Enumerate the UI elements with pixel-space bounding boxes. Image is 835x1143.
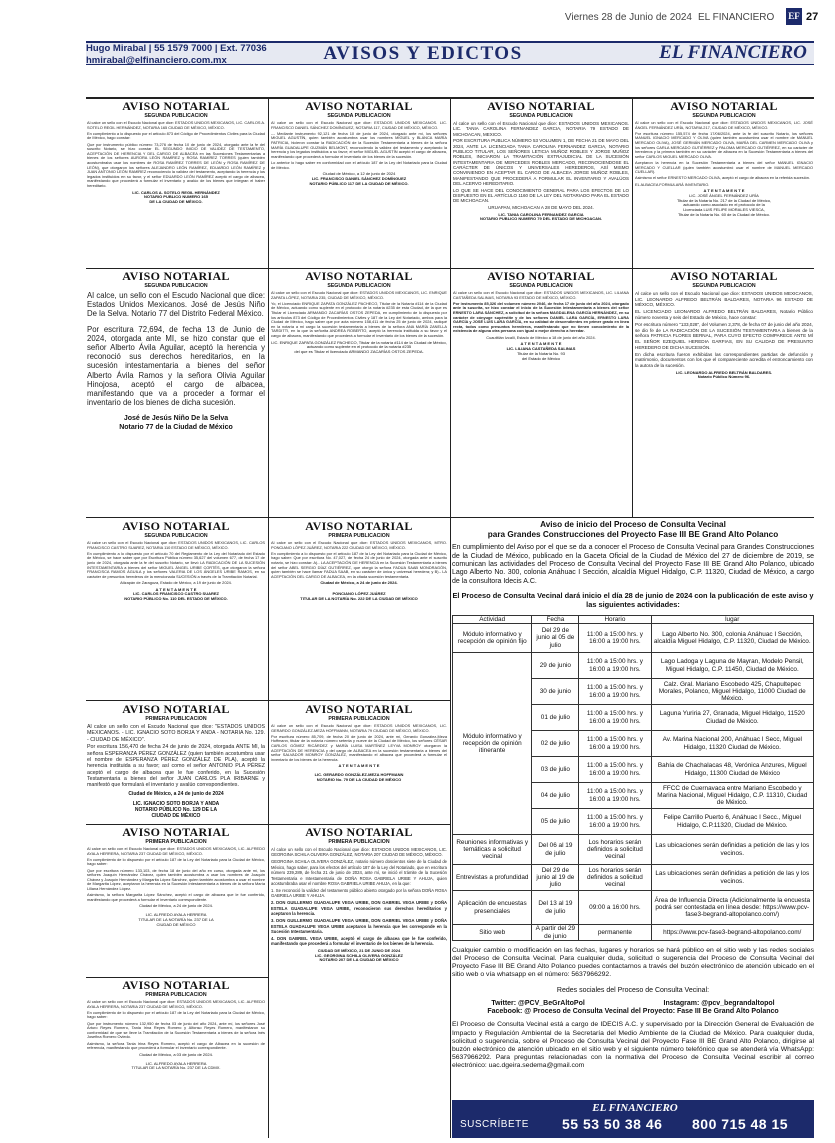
ad-phone-1[interactable]: 55 53 50 38 46 bbox=[562, 1116, 663, 1132]
consulta-changes-paragraph: Cualquier cambio o modificación en las fechas, lugares y horarios se hará público en el sitio web y las redes sociales del Proceso de Consulta Vecinal. Para cualquier duda, solicitud o sugerencia del Proceso de Consulta Vecinal del Proyecto Fase III BE Grand Alto Polanco puedes contactarnos a través del buzón electrónico de atención ubicado en el sitio web o vía whatsapp en el número: 5637966292. bbox=[452, 947, 814, 979]
table-header-row bbox=[453, 615, 814, 623]
notice-13 bbox=[86, 826, 266, 976]
notice-signature: LIC. ALFREDO AYALA HERRERA bbox=[145, 912, 207, 918]
subscription-ad[interactable] bbox=[452, 1100, 814, 1138]
notice-2 bbox=[270, 100, 448, 268]
notice-paragraph: En cumplimiento a lo dispuesto por el artículo 873 del Código de Procedimientos Civiles para la Ciudad de México, hago constar: bbox=[87, 130, 265, 141]
consulta-vecinal bbox=[452, 520, 814, 1095]
table-row bbox=[453, 865, 814, 891]
notice-paragraph: Asimismo, la señora Tania Irina Reyes Romero, aceptó el cargo de Albacea en la sucesión de referencia, manifestando que procederá a formular el inventario correspondiente. bbox=[87, 1040, 265, 1051]
page-number: 27 bbox=[806, 11, 819, 23]
notice-title: AVISO NOTARIAL bbox=[487, 270, 595, 283]
notice-title: AVISO NOTARIAL bbox=[670, 270, 778, 283]
notice-paragraph: Yo, el Licenciado ENRIQUE ZAPATA GONZÁLEZ PACHECO, Titular de la Notaría #114 de la Ciudad de México, actuando como suplente en el protocolo de la notaría #235 de esta Ciudad, de la que es Titular el Licenciado ARMANDO ZACARÍAS OSTOS ZEPEDA, en cumplimiento de lo dispuesto por los artículos 873 del Código de Procedimientos Civiles y 187 de la Ley del Notariado, ambos para la Ciudad de México, hago saber que por acta número 158,411 de fecha 25 de junio de 2024, radiqué en la notaría a mi cargo la sucesión testamentaria a bienes de la señora ANA MARÍA ZANELLA TARDITTI, en la que la señorita ANDREA ROBERTO, aceptó la herencia instituida a su favor y el cargo de albacea, manifestando que procederá a formular el inventario de los bienes de la sucesión. bbox=[271, 300, 447, 338]
notice-3 bbox=[452, 100, 630, 268]
table-cell: Módulo informativo y recepción de opinión fijo bbox=[453, 624, 532, 653]
notice-11 bbox=[86, 703, 266, 823]
notice-signature: TITULAR DE LA NOTARÍA No. 237 DE LA bbox=[138, 916, 214, 922]
notice-place-date: Ciudad de México, a 24 de junio de 2024. bbox=[139, 903, 213, 909]
notice-paragraph: En cumplimiento a lo dispuesto por el artículo 70 del Reglamento de la Ley del Notariado del Estado de México, se hace saber que por Escritura Pública número 35,627 del volumen 677, de fecha 17 de junio de 2024, otorgada ante la fe del suscrito Notario, se llevó LA RADICACIÓN DE LA SUCESIÓN INTESTAMENTARIA a bienes del señor MIGUEL ÁNGEL URIBE CORTÉS, que otorgaron la señora FRANCISCA RAMOS ÁGUILA y los señores VALERIA DE LOS ÁNGELES URIBE RAMOS, en su carácter de presuntos herederos de la mencionada SUCESIÓN a través de la Tramitación Notarial. bbox=[87, 550, 265, 579]
table-cell: 30 de junio bbox=[532, 679, 579, 705]
notice-paragraph: 1. Se reconoció la validez del testamento público abierto otorgado por la señora DOÑA ROSA GABRIELA URIBE Y AHUJA. bbox=[271, 888, 447, 899]
instagram-handle[interactable]: Instagram: @pcv_begrandaltopol bbox=[663, 1000, 775, 1008]
notice-subtitle: SEGUNDA PUBLICACION bbox=[144, 113, 208, 119]
notice-paragraph: Al calce un sello con el Escudo Nacional que dice: ESTADOS UNIDOS MEXICANOS, LIC. GEORGINA SCHILA OLIVERA GONZÁLEZ, NOTARIA 207 CIUDAD DE MÉXICO, MÉXICO. bbox=[271, 847, 447, 858]
notice-paragraph: En cumplimiento de lo dispuesto por el artículo 187 de la Ley del Notariado para la Ciudad de México, hago saber: bbox=[87, 856, 265, 867]
column-header: Actividad bbox=[453, 615, 532, 623]
notice-title: AVISO NOTARIAL bbox=[122, 100, 230, 113]
consulta-closing-paragraph: El Proceso de Consulta Vecinal está a cargo de IDECIS A.C. y supervisado por la Dirección General de Evaluación de Impacto y Regulación Ambiental de la Secretaría del Medio Ambiente de la Ciudad de México. Para cualquier duda, solicitud o sugerencia, sobre el Proceso de Consulta Vecinal del Proyecto Fase III BE Grand Alto Polanco, dirigirse al buzón electrónico de atención ubicado en el sitio web y el siguiente número telefónico que se atenderá vía WhatsApp: 5637966292. Para preguntas relacionadas con la normativa del Proceso de Consulta Vecinal escribir al correo electrónico: uac.dgeira.sedema@gmail.com bbox=[452, 1021, 814, 1069]
notice-signature: LIC. LILIANA CASTAÑEDA SALINAS bbox=[506, 345, 576, 351]
table-cell: Las ubicaciones serán definidas a petición de las y los vecinos. bbox=[651, 865, 813, 891]
table-cell: 03 de julio bbox=[532, 757, 579, 783]
notice-title: AVISO NOTARIAL bbox=[305, 703, 413, 716]
table-cell: Del 29 de junio al 05 de julio bbox=[532, 624, 579, 653]
notice-subtitle: SEGUNDA PUBLICACION bbox=[144, 283, 208, 289]
notice-signature: NOTARIO PUBLICO NUMERO 165 bbox=[144, 194, 208, 200]
notice-signature: del que es Titular el licenciado ARMANDO ZACARÍAS OSTOS ZEPEDA. bbox=[294, 349, 424, 355]
table-cell: 11:00 a 15:00 hrs. y 16:00 a 19:00 hrs. bbox=[579, 809, 651, 835]
notice-signature: LIC. LEONARDO ALFREDO BELTRÁN BALDARES. bbox=[675, 369, 773, 375]
notice-signature: LIC. ALFREDO AYALA HERRERA bbox=[145, 1060, 207, 1066]
notice-paragraph: 2. DON GUILLERMO GUADALUPE VEGA URIBE, DON GABRIEL VEGA URIBE y DOÑA ESTELA GUADALUPE VEGA URIBE, reconocieron sus derechos hereditarios y aceptaron la herencia. bbox=[271, 900, 447, 917]
website-link[interactable]: https://www.pcv-fase3-begrand-altopolanco.com/ bbox=[651, 925, 813, 941]
table-cell: 04 de julio bbox=[532, 783, 579, 809]
notice-6 bbox=[270, 270, 448, 516]
notice-paragraph: Al calce un sello con el Escudo Nacional que dice: ESTADOS UNIDOS MEXICANOS, LIC. JOSÉ ÁNGEL FERNÁNDEZ URÍA, NOTARIA 217, CIUDAD DE MÉXICO, MÉXICO. bbox=[635, 120, 813, 130]
table-row bbox=[453, 653, 814, 679]
notice-paragraph: POR ESCRITURA PUBLICA NÚMERO 53 VOLUMEN 1, DE FECHA 21 DE MAYO DEL 2024, ANTE LA LICENCIADA TANIA CAROLINA FERNANDEZ GARCIA, NOTARIO PUBLICO TITULAR, LOS SEÑORES LETICIA MUÑOZ ROBLES Y JORGE MUÑOZ ROBLES, INICIARON LA TRAMITACIÓN EXTRAJUDICIAL DE LA SUCESIÓN INTESTAMENTARIA DE MERCEDES ROBLES MERCADO, RECONOCIENDOSE EL CARÁCTER DE ÚNICOS Y UNIVERSALES HEREDEROS, ASÍ MISMO CONVINIENDO EN ACEPTAR EL CARGO DE ALBACEA JORGE MUÑOZ ROBLES, MANIFESTANDO QUE PROCEDERÁ A FORMULAR EL INVENTARIO Y AVALÚOS DEL ACERVO HEREDITARIO. bbox=[453, 138, 629, 186]
consulta-title-line: Aviso de inicio del Proceso de Consulta Vecinal bbox=[540, 520, 726, 529]
notice-signature: LIC. GEORGINA SCHILA OLIVERA GONZÁLEZ bbox=[315, 952, 403, 958]
table-cell: 01 de julio bbox=[532, 705, 579, 731]
consulta-start: El Proceso de Consulta Vecinal dará inicio el día 28 de junio de 2024 con la publicación de este aviso y las siguientes actividades: bbox=[452, 591, 814, 610]
notice-subtitle: PRIMERA PUBLICACION bbox=[328, 839, 390, 845]
notice-subtitle: SEGUNDA PUBLICACION bbox=[327, 113, 391, 119]
notice-1 bbox=[86, 100, 266, 268]
notice-signature: DE LA CIUDAD DE MÉXICO. bbox=[149, 199, 203, 205]
table-cell: 29 de junio bbox=[532, 653, 579, 679]
notice-signature: LIC. FRANCISCO DANIEL SÁNCHEZ DOMÍNGUEZ bbox=[311, 175, 407, 181]
section-title: AVISOS Y EDICTOS bbox=[323, 43, 523, 64]
table-row bbox=[453, 925, 814, 941]
notice-title: AVISO NOTARIAL bbox=[305, 270, 413, 283]
table-cell: 11:00 a 15:00 hrs. y 16:00 a 19:00 hrs. bbox=[579, 783, 651, 809]
twitter-handle[interactable]: Twitter: @PCV_BeGrAltoPol bbox=[491, 1000, 585, 1008]
table-cell: 05 de julio bbox=[532, 809, 579, 835]
table-cell: Entrevistas a profundidad bbox=[453, 865, 532, 891]
notice-subtitle: SEGUNDA PUBLICACION bbox=[327, 283, 391, 289]
notice-subtitle: PRIMERA PUBLICACION bbox=[145, 716, 207, 722]
notice-title: AVISO NOTARIAL bbox=[305, 100, 413, 113]
notice-paragraph: Por escritura número 155,574 de fecha 17/06/2024, ante la fe del suscrito Notario, los señores MANUEL IGNACIO MERCADO Y OLIVA (quien también acostumbra usar el nombre de MANUEL MERCADO OLIVA), JOSÉ GERMÁN MERCADO OLIVA, MARÍA DEL CARMEN MERCADO OLIVA y los señores CARLA MERCADO GUTIÉRREZ y PALOMA MERCADO GUTIÉRREZ, en su carácter de herederos y la primera también en su carácter de albacea en la Sucesión Testamentaria a bienes del señor CARLOS MIGUEL MERCADO OLIVA. bbox=[635, 130, 813, 159]
notice-signature: TITULAR DE LA NOTARÍA No. 222 DE LA CIUDAD DE MÉXICO bbox=[300, 595, 418, 601]
notice-paragraph: Que por instrumento público número 73,276 de fecha 10 de junio de 2024, otorgado ante la fe del suscrito Notario, se hizo constar EL SEGUNDO INICIO DE VALIDEZ DE TESTAMENTO, ACEPTACIÓN DE HERENCIA Y DEL CARGO DE ALBACEA en las Sucesiones Testamentarias a bienes de los señores AURORA LEÓN RAMÍREZ y ROSA RAMÍREZ TORRES (quien también acostumbraba usar los nombres de ROSA RAMÍREZ TORRES DE LEÓN y ROSA RAMÍREZ DE LEÓN), que otorgaron los señores ALEJANDRO LEÓN RAMÍREZ, EDUARDO LEÓN RAMÍREZ y JUAN ANTONIO LEÓN RAMÍREZ reconociendo la validez del testamento, aceptando la herencia y los legados instituidos en su favor, y el señor EDUARDO LEÓN RAMÍREZ aceptó el cargo de albacea, manifestando que procederá a formular el inventario y avalúo de los bienes que integran el haber hereditario. bbox=[87, 141, 265, 188]
notice-paragraph: Por escritura 72,694, de fecha 13 de Junio de 2024, otorgada ante MI, se hizo constar que el señor Alberto Ávila Aguilar, aceptó la herencia y reconoció sus derechos hereditarios, en la sucesión intestamentaria a bienes del señor Alberto Ávila Ramos y la señora Olivia Aguilar Hinojosa, aceptó el cargo de albacea, manifestando que va a proceder a formar el inventario de los bienes de dicha sucesión. bbox=[87, 324, 265, 408]
notice-title: AVISO NOTARIAL bbox=[122, 520, 230, 533]
notice-signature: CIUDAD DE MÉXICO bbox=[156, 921, 196, 927]
table-cell-text: Módulo informativo y recepción de opinión itinerante bbox=[462, 732, 522, 755]
notice-paragraph: Al calce un sello con el Escudo Nacional que dice: ESTADOS UNIDOS MEXICANOS, MTRO. PONCIANO LÓPEZ JUÁREZ, NOTARIA 222 CIUDAD DE MÉXICO, MÉXICO. bbox=[271, 540, 447, 550]
notice-paragraph: --- Mediante instrumento 92,121 de fecha 10 de junio de 2024, otorgado ante mí, los señores MIGUEL AGUSTÍN, quien también acostumbra usar los nombres MIGUEL y BLANCA MARÍA PATRICIA, hicieron constar la RADICACIÓN de la Sucesión Testamentaria a bienes de la señora MARÍA GUADALUPE GUZMÁN BELMONT, reconociendo la validez del testamento y aceptando la herencia y los legados instituidos a su favor; el señor MIGUEL AGUSTÍN aceptó el cargo de albacea, manifestando que procederá a formular el inventario de los bienes de la sucesión. bbox=[271, 130, 447, 159]
ad-phone-2[interactable]: 800 715 48 15 bbox=[692, 1116, 789, 1132]
table-cell: Felipe Carrillo Puerto 6, Anáhuac I Secc., Miguel Hidalgo, C.P.11320, Ciudad de México. bbox=[651, 809, 813, 835]
contact-line-1: Hugo Mirabal | 55 1579 7000 | Ext. 77036 bbox=[86, 43, 267, 54]
notice-signature: Titular de la Notaría No. 93 bbox=[517, 350, 565, 356]
notice-title: AVISO NOTARIAL bbox=[122, 703, 230, 716]
notice-paragraph: En cumplimiento de lo dispuesto por el artículo 187 de la Ley del Notariado para la Ciudad de México, hago saber: bbox=[87, 1009, 265, 1020]
notice-paragraph: Al calce un sello con el Escudo Nacional que dice: ESTADOS UNIDOS MEXICANOS, LIC. CARLOS FRANCISCO CASTRO SUAREZ, NOTARIA 110 ESTADO DE MÉXICO, MÉXICO. bbox=[87, 540, 265, 550]
notice-signature: NOTARIO PÚBLICO No. 110 DEL ESTADO DE MÉXICO. bbox=[124, 596, 228, 602]
facebook-handle[interactable]: Facebook: @ Proceso de Consulta Vecinal del Proyecto: Fase III Be Grand Alto Polanco bbox=[487, 1008, 779, 1016]
notice-8 bbox=[634, 270, 814, 516]
consulta-intro: En cumplimiento del Aviso por el que se da a conocer el Proceso de Consulta Vecinal para Grandes Construcciones de la Ciudad de México, publicado en la Gaceta Oficial de la Ciudad de México del 27 de diciembre de 2019, se comunican las actividades del Proceso de Consulta Vecinal del Proyecto Fase III BE Grand Alto Polanco, ubicado Lago Alberto No. 300, colonia Anáhuac I Sección, alcaldía Miguel Hidalgo, C.P. 11320, Ciudad de México, a cargo de la consultora Idecis A.C. bbox=[452, 544, 814, 585]
notice-subtitle: SEGUNDA PUBLICACION bbox=[692, 113, 756, 119]
table-cell: 09:00 a 16:00 hrs. bbox=[579, 891, 651, 925]
table-cell: Laguna Yuriria 27, Granada, Miguel Hidalgo, 11520 Ciudad de México. bbox=[651, 705, 813, 731]
notice-place-date: CIUDAD DE MÉXICO, 21 DE JUNIO DE 2024 bbox=[317, 947, 401, 953]
table-cell: Las ubicaciones serán definidas a petición de las y los vecinos. bbox=[651, 835, 813, 865]
notice-paragraph: LO QUE SE HACE DEL CONOCIMIENTO GENERAL PARA LOS EFECTOS DE LO DISPUESTO EN EL ARTÍCULO 1160 DE LA LEY DEL NOTARIADO PARA EL ESTADO DE MICHOACAN. bbox=[453, 187, 629, 204]
notice-14 bbox=[270, 826, 448, 1138]
notice-paragraph: EL LICENCIADO LEONARDO ALFREDO BELTRÁN BALDARES, Notario Público número noventa y seis del Estado de México, hace constar: bbox=[635, 309, 813, 320]
notice-signature: A T E N T A M E N T E bbox=[520, 341, 562, 347]
table-cell: FFCC de Cuernavaca entre Mariano Escobedo y Marina Nacional, Miguel Hidalgo, C.P. 11310, Ciudad de México. bbox=[651, 783, 813, 809]
notice-signature: LIC. IGNACIO SOTO BORJA Y ANDA bbox=[132, 800, 220, 807]
notice-place-date: Ciudad de México, a 24 de junio de 2024 bbox=[128, 790, 224, 797]
notice-signature: A T E N T A M E N T E bbox=[703, 188, 745, 194]
notice-subtitle: PRIMERA PUBLICACION bbox=[328, 716, 390, 722]
table-cell: 11:00 a 15:00 hrs. y 16:00 a 19:00 hrs. bbox=[579, 757, 651, 783]
notice-subtitle: PRIMERA PUBLICACION bbox=[145, 839, 207, 845]
notice-paragraph: Por escritura número "133,028", del Volumen 2,378, de fecha 07 de junio del año 2024, se dio fe de LA RADICACIÓN DE LA SUCESIÓN TESTAMENTARIA a bienes de la señora PATRICIA FLORES BERNAL, PARA CUYO EFECTO COMPARECE ANTE MÍ EL SEÑOR EZEQUIEL HEREDIA GARFIAS, EN SU CALIDAD DE PRESUNTO HEREDERO DE DICHA SUCESIÓN. bbox=[635, 322, 813, 350]
notice-paragraph: En dicha escritura fueron exhibidas las correspondientes partidas de defunción y matrimonio, documentos con los que el compareciente acredita el entroncamiento con la autora de la sucesión. bbox=[635, 351, 813, 368]
notice-subtitle: SEGUNDA PUBLICACION bbox=[509, 113, 573, 119]
table-cell: Lago Alberto No. 300, colonia Anáhuac I Sección, alcaldía Miguel Hidalgo, C.P. 11320, Ciudad de México. bbox=[651, 624, 813, 653]
notice-title: AVISO NOTARIAL bbox=[487, 100, 595, 113]
table-cell: permanente bbox=[579, 925, 651, 941]
notice-signature: Notario Público Número 96. bbox=[697, 374, 751, 380]
notice-signature: del Estado de México bbox=[521, 355, 561, 361]
activities-table bbox=[452, 615, 814, 941]
table-cell: 02 de julio bbox=[532, 731, 579, 757]
notice-subtitle: PRIMERA PUBLICACION bbox=[328, 533, 390, 539]
notice-signature: actuando como asociado en el protocolo de la bbox=[683, 202, 765, 208]
notice-4 bbox=[634, 100, 814, 268]
page-header bbox=[0, 0, 835, 96]
notice-subtitle: PRIMERA PUBLICACION bbox=[145, 992, 207, 998]
table-cell: Los horarios serán definidos a solicitud vecinal bbox=[579, 835, 651, 865]
notice-paragraph: Cuautitlán Izcalli, Estado de México a 18 de junio del año 2024. bbox=[486, 334, 596, 340]
notice-signature: LIC. CARLOS A. SOTELO REGIL HERNÁNDEZ bbox=[132, 189, 220, 195]
table-row bbox=[453, 624, 814, 653]
table-cell: Los horarios serán definidos a solicitud vecinal bbox=[579, 865, 651, 891]
notice-signature: TITULAR DE LA NOTARÍA No. 237 DE LA CDMX. bbox=[131, 1065, 221, 1071]
notice-paragraph: Al calce un sello con el Escudo Nacional que dice: ESTADOS UNIDOS MEXICANOS, LIC. LILIANA CASTAÑEDA SALINAS, NOTARIA 93 ESTADO DE MÉXICO, MÉXICO. bbox=[453, 290, 629, 300]
notice-paragraph: Al calce un sello con el Escudo Nacional que dice: ESTADOS UNIDOS MEXICANOS, LIC. LEONARDO ALFREDO BELTRÁN BALDARES, NOTARIA 96 ESTADO DE MÉXICO, MÉXICO. bbox=[635, 291, 813, 308]
table-cell: Reuniones informativas y temáticas a solicitud vecinal bbox=[453, 835, 532, 865]
notice-12 bbox=[270, 703, 448, 823]
table-cell bbox=[453, 653, 532, 835]
ad-subscribe: SUSCRÍBETE bbox=[460, 1119, 529, 1130]
header-date: Viernes 28 de Junio de 2024 bbox=[564, 12, 692, 23]
table-cell: 11:00 a 15:00 hrs. y 16:00 a 19:00 hrs. bbox=[579, 731, 651, 757]
table-cell: 11:00 a 15:00 hrs. y 16:00 a 19:00 hrs. bbox=[579, 705, 651, 731]
notice-signature: LIC. CARLOS FRANCISCO CASTRO SUAREZ bbox=[133, 591, 219, 597]
column-header: Fecha bbox=[532, 615, 579, 623]
notice-paragraph: Al calce un sello con el Escudo Nacional que dice: ESTADOS UNIDOS MEXICANOS. LIC. FRANCISCO DANIEL SÁNCHEZ DOMÍNGUEZ, NOTARIA 117, CIUDAD DE MÉXICO, MÉXICO. bbox=[271, 120, 447, 130]
notice-paragraph: Por escritura número 85,709, de fecha 20 de junio de 2024, ante mí, Gerardo González-Meza Hoffmann, titular de la notaría número setenta y nueve de la Ciudad de México, los señores CÉSAR CARLOS GÓMEZ RICÁRDEZ y MARÍA LUISA MARTÍNEZ LEYVA MONROY otorgaron la ACEPTACIÓN DE HERENCIA y del cargo de ALBACEA en la sucesión testamentaria a bienes del señor SALVADOR MONROY GONZÁLEZ, manifestando el albacea que procederá a formular el inventario de los bienes de la herencia. bbox=[271, 733, 447, 762]
notice-paragraph: Al calce un sello con el Escudo Nacional que dice: "ESTADOS UNIDOS MEXICANOS. - LIC. IGNACIO SOTO BORJA Y ANDA - NOTARIA No. 129. - CIUDAD DE MÉXICO". bbox=[87, 724, 265, 743]
consulta-title-line: para Grandes Construcciones del Proyecto Fase III BE Grand Alto Polanco bbox=[487, 529, 779, 539]
notice-paragraph: Atizapán de Zaragoza, Estado de México, a 19 de junio de 2024. bbox=[120, 579, 232, 585]
notice-signature: NOTARIO 207 DE LA CIUDAD DE MÉXICO bbox=[319, 957, 399, 963]
table-cell: Av. Marina Nacional 200, Anáhuac I Secc, Miguel Hidalgo, 11320 Ciudad de México. bbox=[651, 731, 813, 757]
notice-5 bbox=[86, 270, 266, 516]
notice-title: AVISO NOTARIAL bbox=[305, 520, 413, 533]
notice-signature: José de Jesús Niño De la Selva bbox=[123, 415, 229, 423]
notice-signature: NOTARIO PUBLICO NUMERO 79 DEL ESTADO DE MICHOACAN. bbox=[479, 216, 602, 222]
notice-10 bbox=[270, 520, 448, 700]
notice-paragraph: Al calce un sello con el Escudo Nacional que dice: ESTADOS UNIDOS MEXICANOS, LIC. ALFREDO AYALA HERRERA, NOTARIA 237 CIUDAD DE MÉXICO, MÉXICO. bbox=[87, 999, 265, 1009]
notice-title: AVISO NOTARIAL bbox=[305, 826, 413, 839]
notice-paragraph: Lo anterior lo hago saber en conformidad con el artículo 187 de la Ley del Notariado para la Ciudad de México. bbox=[271, 159, 447, 170]
notice-paragraph: Que por instrumento número 132,950 de fecha 03 de junio del año 2024, ante mí, los señores José Arturo Reyes Romero, Tania Irina Reyes Romero y Alfonso Reyes Romero, manifestaron su conformidad de que se lleve la Tramitación de la Sucesión Testamentaria a bienes de la señora Inés Josefina Romero Oviedo. bbox=[87, 1020, 265, 1040]
notice-paragraph: Asimismo, la señora Margarita López Sánchez, aceptó el cargo de albacea que le fue conferido, manifestando que procederá a formular el inventario correspondiente. bbox=[87, 892, 265, 902]
notice-7 bbox=[452, 270, 630, 516]
table-cell: Del 06 al 19 de julio bbox=[532, 835, 579, 865]
table-cell: Del 13 al 19 de julio bbox=[532, 891, 579, 925]
notice-signature: LIC. ENRIQUE ZAPATA GONZÁLEZ PACHECO, Titular de la notaría #114 de la Ciudad de México, actuando como suplente en el protocolo de la notaría #235 bbox=[271, 339, 447, 350]
notice-signature: PONCIANO LÓPEZ JUÁREZ bbox=[332, 591, 386, 597]
notice-paragraph: GEORGINA SCHILA OLIVERA GONZÁLEZ, notario número doscientos siete de la Ciudad de México, hago saber, para los efectos del artículo 187 de la Ley del Notariado, que en escritura número 239,289, de fecha 21 de junio de 2024, ante mí, se inició el trámite de la Sucesión Testamentaria e Intestamentaria de DOÑA ROSA GABRIELA URIBE Y AHUJA, quien acostumbraba usar el nombre ROSA GABRIELA URIBE AHUJA, en la que: bbox=[271, 859, 447, 887]
notice-place-date: Ciudad de México, a 03 de junio de 2024. bbox=[139, 1051, 213, 1057]
notice-9 bbox=[86, 520, 266, 700]
notice-paragraph: EL ALBACEA FORMULARÁ INVENTARIO. bbox=[635, 181, 710, 187]
table-cell: Calz. Gral. Mariano Escobedo 425, Chapultepec Morales, Polanco, Miguel Hidalgo, 11000 Ciudad de México. bbox=[651, 679, 813, 705]
notice-subtitle: SEGUNDA PUBLICACION bbox=[692, 283, 756, 289]
table-cell: Bahía de Chachalacas 48, Verónica Anzures, Miguel Hidalgo, 11300 Ciudad de México bbox=[651, 757, 813, 783]
notice-place-date: Ciudad de México, a 12 de junio de 2024 bbox=[322, 171, 396, 177]
notice-signature: NOTARIO PÚBLICO 117 DE LA CIUDAD DE MÉXICO. bbox=[309, 180, 409, 186]
notice-paragraph: Al calce un sello con el Escudo Nacional que dice: ESTADOS UNIDOS MEXICANOS, LIC. ENRIQUE ZAPATA LÓPEZ, NOTARIA 235, CIUDAD DE MÉXICO, MÉXICO. bbox=[271, 290, 447, 300]
ef-badge: EF bbox=[786, 8, 802, 25]
table-cell: Del 29 de junio al 19 de julio bbox=[532, 865, 579, 891]
notice-signature: LIC. JOSÉ ÁNGEL FERNÁNDEZ URÍA bbox=[689, 192, 759, 198]
notice-signature: Licenciada LUIS FELIPE MORALES VIESCA, bbox=[683, 207, 765, 213]
notice-title: AVISO NOTARIAL bbox=[122, 270, 230, 283]
notice-title: AVISO NOTARIAL bbox=[122, 979, 230, 992]
notice-signature: NOTARIO PÚBLICO No. 129 DE LA bbox=[134, 806, 218, 813]
notice-paragraph: 4. DON GABRIEL VEGA URIBE, aceptó el cargo de albacea que le fue conferido, manifestando que procederá a formular el inventario de los bienes de la herencia. bbox=[271, 936, 447, 947]
notice-signature: A T E N T A M E N T E bbox=[338, 763, 380, 769]
notice-signature: LIC. GERARDO GONZÁLEZ-MEZA HOFFMANN bbox=[314, 772, 404, 778]
table-cell: Sitio web bbox=[453, 925, 532, 941]
table-cell: Lago Ladoga y Laguna de Mayran, Modelo Pensil, Miguel Hidalgo, C.P. 11450, Ciudad de México. bbox=[651, 653, 813, 679]
table-row bbox=[453, 891, 814, 925]
notice-signature: A T E N T A M E N T E bbox=[155, 586, 197, 592]
social-row bbox=[452, 1000, 814, 1007]
contact-line-2[interactable]: hmirabal@elfinanciero.com.mx bbox=[86, 55, 227, 66]
notice-paragraph: Al calce, un sello con el Escudo Nacional que dice: Estados Unidos Mexicanos. José de Jesús Niño De la Selva. Notario 77 del Distrito Federal México. bbox=[87, 291, 265, 319]
notice-signature: Notario 77 de la Ciudad de México bbox=[119, 423, 233, 431]
notice-paragraph: 3. DON GUILLERMO GUADALUPE VEGA URIBE, DON GABRIEL VEGA URIBE y DOÑA ESTELA GUADALUPE VEGA URIBE aceptaron la herencia que les corresponde en la Sucesión Intestamentaria. bbox=[271, 918, 447, 935]
notice-paragraph: Que por escritura número 133,103, de fecha 18 de junio del año en curso, otorgada ante mí, los señores Joaquín Hernández Chávez, quien también acostumbra a usar los nombres de Joaquín Chávez y Joaquín Hernández y Margarita López Sánchez, quien también acostumbra a usar el nombre de Margarita López, aceptaron la herencia en la Sucesión Intestamentaria a bienes de la señora María Liliana Hernández López. bbox=[87, 867, 265, 891]
notice-paragraph: Por escritura 156,470 de fecha 24 de junio de 2024, otorgada ANTE MI, la señora ESPERANZA PÉREZ GONZÁLEZ (quien también acostumbra usar el nombre de ESPERANZA PÉREZ GONZÁLEZ DE PLA), aceptó la herencia instituida a su favor; así como el señor ANTONIO PLA PÉREZ aceptó el cargo de albacea que le fue conferido, en la Sucesión Testamentaria a bienes del señor JUAN CARLOS PLA IRIBARNE y manifestó que formulará el inventario y avalúo correspondientes. bbox=[87, 744, 265, 789]
notice-signature: CIUDAD DE MÉXICO bbox=[151, 812, 201, 819]
table-cell[interactable]: Área de Influencia Directa (Adicionalmente la encuesta podrá ser contestada en línea desde: https://www.pcv-fase3-begrand-altopolanco.com/) bbox=[651, 891, 813, 925]
notice-paragraph: Al calce un sello con el Escudo Nacional que dice: ESTADOS UNIDOS MEXICANOS, LIC. ALFREDO AYALA HERRERA, NOTARIA 237 CIUDAD DE MÉXICO, MÉXICO. bbox=[87, 846, 265, 856]
table-cell: 11:00 a 15:00 hrs. y 16:00 a 19:00 hrs. bbox=[579, 679, 651, 705]
table-cell: A partir del 29 de junio bbox=[532, 925, 579, 941]
notice-subtitle: SEGUNDA PUBLICACION bbox=[144, 533, 208, 539]
notice-place-date: Ciudad de México, a 24 de junio de 2024. bbox=[320, 580, 398, 586]
consulta-title bbox=[452, 520, 814, 539]
table-cell: Aplicación de encuestas presenciales bbox=[453, 891, 532, 925]
ad-brand: EL FINANCIERO bbox=[592, 1102, 678, 1114]
notice-paragraph: Asimismo el señor ERNESTO MERCADO OLIVA, aceptó el cargo de albacea en la referida sucesión. bbox=[635, 175, 811, 181]
notice-paragraph: Al calce un sello con el Escudo Nacional que dice: ESTADOS UNIDOS MEXICANOS, LIC. GERARDO GONZÁLEZ-MEZA HOFFMANN, NOTARIA 79 CIUDAD DE MÉXICO, MÉXICO. bbox=[271, 723, 447, 733]
notice-paragraph: Aceptaron la herencia en la Sucesión Testamentaria a bienes del señor MANUEL IGNACIO MERCADO Y CUELLAR (quien también acostumbró usar el nombre de MANUEL MERCADO CUELLAR). bbox=[635, 159, 813, 175]
notice-signature: NOTARIO No. 79 DE LA CIUDAD DE MÉXICO bbox=[316, 776, 402, 782]
column-header: lugar bbox=[651, 615, 813, 623]
notice-title: AVISO NOTARIAL bbox=[670, 100, 778, 113]
notice-subtitle: SEGUNDA PUBLICACION bbox=[509, 283, 573, 289]
redes-title: Redes sociales del Proceso de Consulta Vecinal: bbox=[556, 987, 710, 995]
notice-15 bbox=[86, 979, 266, 1139]
notice-title: AVISO NOTARIAL bbox=[122, 826, 230, 839]
column-header: Horario bbox=[579, 615, 651, 623]
notice-signature: Titular de la Notaría No. 60 de la Ciudad de México. bbox=[678, 212, 770, 218]
notice-paragraph: Al calce un sello con el Escudo Nacional que dice: ESTADOS UNIDOS MEXICANOS, LIC. CARLOS A. SOTELO REGIL HERNÁNDEZ, NOTARIA 165 CIUDAD DE MÉXICO, MÉXICO. bbox=[87, 120, 265, 130]
brand-logo: EL FINANCIERO bbox=[659, 42, 807, 63]
notice-paragraph: En cumplimiento a lo dispuesto por el artículo 187 de la Ley del Notariado para la Ciudad de México, hago saber: Que por escritura No. 47,027, de fecha 24 de junio de 2024, otorgada ante el suscrito notario, se hizo constar: A).- LA ACEPTACIÓN DE HERENCIA en la Sucesión Testamentaria a bienes del señor ABEL SERGIO DÍAZ GUTIÉRREZ, que otorgó la señora FADUA SAAB MONDRAGÓN, quien también se hace llamar FADUA SAAB, en su carácter de única y universal heredera; y B).- LA ACEPTACIÓN DEL CARGO DE ALBACEA, en la citada sucesión testamentaria. bbox=[271, 550, 447, 579]
table-cell: 11:00 a 15:00 hrs. y 16:00 a 19:00 hrs. bbox=[579, 624, 651, 653]
header-paper: EL FINANCIERO bbox=[698, 12, 775, 23]
notice-paragraph: Por instrumento 85,326 del volumen número 2046, de fecha 17 de junio del año 2024, otorgado ante la suscrita, se hizo constar el inicio de la Sucesión Intestamentaria a bienes del señor ERNESTO LARA SÁNCHEZ, a solicitud de la señora MAGDALENA GARCÍA HERNÁNDEZ, en su carácter de cónyuge supérstite y de los señores DANIEL LARA GARCÍA, ERNESTO LARA GARCÍA y JOSÉ LUIS LARA GARCÍA, en su calidad de descendientes en primer grado en línea recta, todos como presuntos herederos, manifestando que no tienen conocimiento de la existencia de alguna otra persona con igual o mejor derecho a heredar. bbox=[453, 300, 629, 334]
notice-signature: Titular de la Notaría No. 217 de la Ciudad de México, bbox=[676, 197, 772, 203]
notice-signature: LIC. TANIA CAROLINA FERNANDEZ GARCIA bbox=[498, 211, 584, 217]
notice-paragraph: Al calce un sello con el Escudo Nacional que dice: ESTADOS UNIDOS MEXICANOS. LIC. TANIA CAROLINA FERNANDEZ GARCIA, NOTARIA 79 ESTADO DE MICHOACAN, MEXICO. bbox=[453, 121, 629, 137]
table-cell: 11:00 a 15:00 hrs. y 16:00 a 19:00 hrs. bbox=[579, 653, 651, 679]
table-row bbox=[453, 835, 814, 865]
notice-paragraph: URUAPAN, MICHOACAN A 28 DE MAYO DEL 2024. bbox=[488, 205, 594, 211]
